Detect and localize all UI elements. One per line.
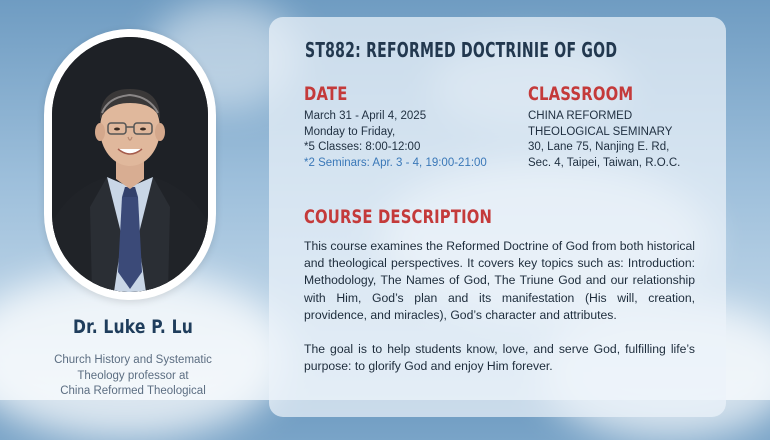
date-heading: DATE <box>304 83 348 105</box>
description-paragraph: The goal is to help students know, love, and serve God, fulfilling life’s purpose: to glorify God and enjoy Him forever. <box>304 342 695 374</box>
description-paragraph: This course examines the Reformed Doctrine of God from both historical and theological perspectives. It covers key topics such as: Introduction: Methodology, The Names of God, The Triune God and our relationship with Him, God’s plan and its manifestation (His will, creation, providence, and miracles), God’s character and attributes. <box>304 239 695 322</box>
date-line: *5 Classes: 8:00-12:00 <box>304 141 421 153</box>
speaker-photo <box>52 37 208 292</box>
classroom-line: 30, Lane 75, Nanjing E. Rd, <box>528 141 670 153</box>
speaker-portrait-frame <box>44 29 216 300</box>
speaker-name: Dr. Luke P. Lu <box>73 316 193 338</box>
classroom-line: THEOLOGICAL SEMINARY <box>528 125 673 138</box>
date-details <box>304 109 487 171</box>
speaker-bio-line: Church History and Systematic <box>54 354 212 366</box>
course-description-heading: COURSE DESCRIPTION <box>304 206 493 228</box>
seminar-line: *2 Seminars: Apr. 3 - 4, 19:00-21:00 <box>304 156 487 169</box>
course-description <box>304 238 695 392</box>
classroom-heading: CLASSROOM <box>528 83 634 105</box>
date-line: March 31 - April 4, 2025 <box>304 110 427 122</box>
speaker-photo-illustration <box>52 37 208 292</box>
date-line: Monday to Friday, <box>304 125 396 138</box>
classroom-line: CHINA REFORMED <box>528 110 633 122</box>
classroom-line: Sec. 4, Taipei, Taiwan, R.O.C. <box>528 156 681 169</box>
speaker-bio <box>40 353 226 400</box>
speaker-bio-line: Theology professor at <box>77 369 189 382</box>
course-title: ST882: REFORMED DOCTRINIE OF GOD <box>305 38 618 62</box>
speaker-bio-line: China Reformed Theological <box>60 385 206 397</box>
classroom-details <box>528 109 680 171</box>
